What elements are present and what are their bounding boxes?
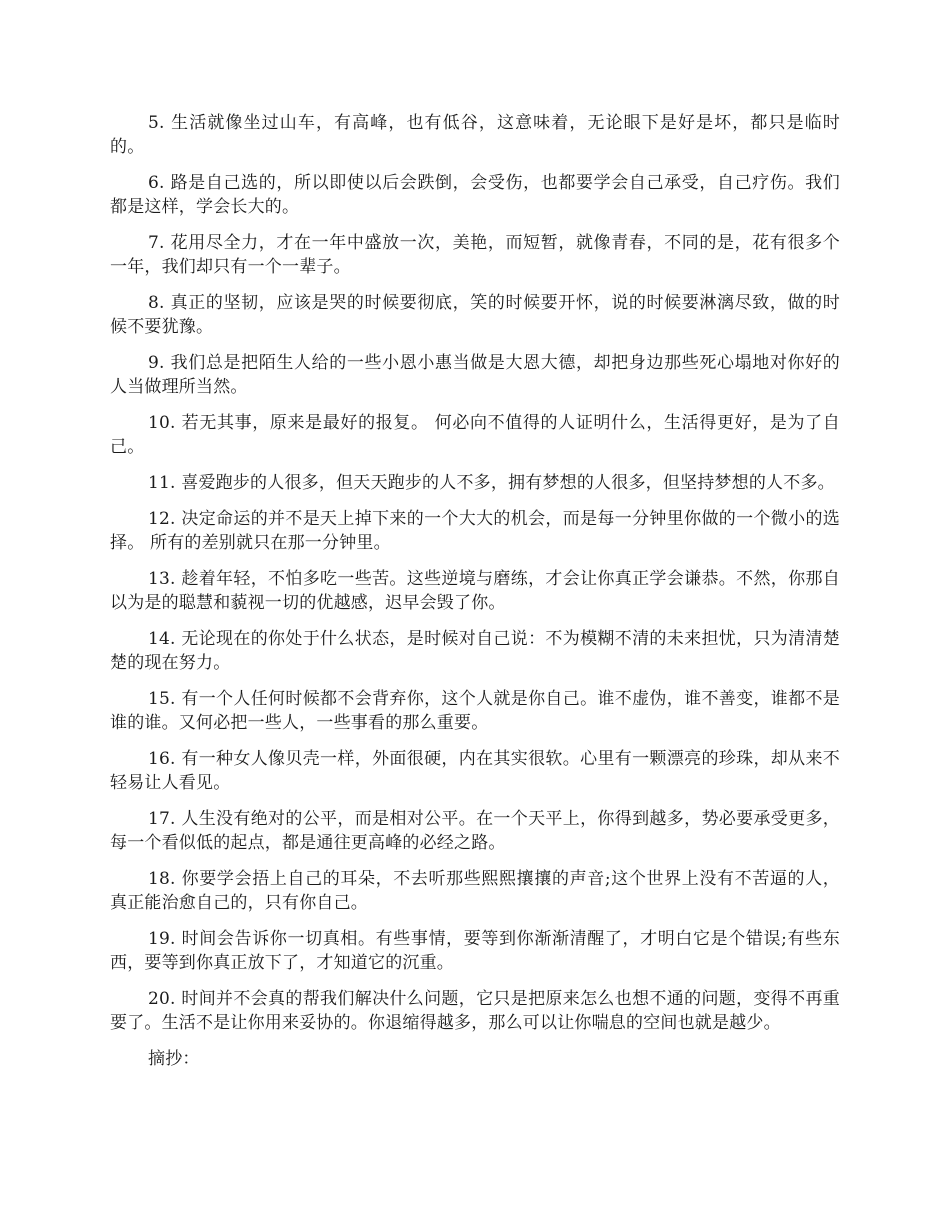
quote-paragraph-17: 17. 人生没有绝对的公平，而是相对公平。在一个天平上，你得到越多，势必要承受更多，每一个看似低的起点，都是通往更高峰的必经之路。: [110, 809, 840, 853]
quote-paragraph-5: 5. 生活就像坐过山车，有高峰，也有低谷，这意味着，无论眼下是好是坏，都只是临时的。: [110, 113, 840, 157]
quote-paragraph-7: 7. 花用尽全力，才在一年中盛放一次，美艳，而短暂，就像青春，不同的是，花有很多个一年，我们却只有一个一辈子。: [110, 233, 840, 277]
quote-paragraph-16: 16. 有一种女人像贝壳一样，外面很硬，内在其实很软。心里有一颗漂亮的珍珠，却从来不轻易让人看见。: [110, 749, 840, 793]
excerpt-label: 摘抄：: [148, 1049, 200, 1069]
quote-paragraph-19: 19. 时间会告诉你一切真相。有些事情，要等到你渐渐清醒了，才明白它是个错误;有些东西，要等到你真正放下了，才知道它的沉重。: [110, 929, 840, 973]
quote-paragraph-6: 6. 路是自己选的，所以即使以后会跌倒，会受伤，也都要学会自己承受，自己疗伤。我们都是这样，学会长大的。: [110, 173, 840, 217]
quote-paragraph-14: 14. 无论现在的你处于什么状态，是时候对自己说：不为模糊不清的未来担忧，只为清清楚楚的现在努力。: [110, 629, 840, 673]
quote-paragraph-9: 9. 我们总是把陌生人给的一些小恩小惠当做是大恩大德，却把身边那些死心塌地对你好的人当做理所当然。: [110, 353, 840, 397]
quote-paragraph-15: 15. 有一个人任何时候都不会背弃你，这个人就是你自己。谁不虚伪，谁不善变，谁都不是谁的谁。又何必把一些人，一些事看的那么重要。: [110, 689, 840, 733]
document-body: [110, 111, 840, 1083]
quote-paragraph-12: 12. 决定命运的并不是天上掉下来的一个大大的机会，而是每一分钟里你做的一个微小的选择。 所有的差别就只在那一分钟里。: [110, 509, 840, 553]
quote-paragraph-11: 11. 喜爱跑步的人很多，但天天跑步的人不多，拥有梦想的人很多，但坚持梦想的人不多。: [148, 473, 835, 493]
quote-paragraph-10: 10. 若无其事，原来是最好的报复。 何必向不值得的人证明什么，生活得更好，是为了自己。: [110, 413, 840, 457]
quote-paragraph-13: 13. 趁着年轻，不怕多吃一些苦。这些逆境与磨练，才会让你真正学会谦恭。不然，你那自以为是的聪慧和藐视一切的优越感，迟早会毁了你。: [110, 569, 840, 613]
quote-paragraph-18: 18. 你要学会捂上自己的耳朵，不去听那些熙熙攘攘的声音;这个世界上没有不苦逼的人，真正能治愈自己的，只有你自己。: [110, 869, 840, 913]
quote-paragraph-20: 20. 时间并不会真的帮我们解决什么问题，它只是把原来怎么也想不通的问题，变得不再重要了。生活不是让你用来妥协的。你退缩得越多，那么可以让你喘息的空间也就是越少。: [110, 989, 840, 1033]
quote-paragraph-8: 8. 真正的坚韧，应该是哭的时候要彻底，笑的时候要开怀，说的时候要淋漓尽致，做的时候不要犹豫。: [110, 293, 840, 337]
